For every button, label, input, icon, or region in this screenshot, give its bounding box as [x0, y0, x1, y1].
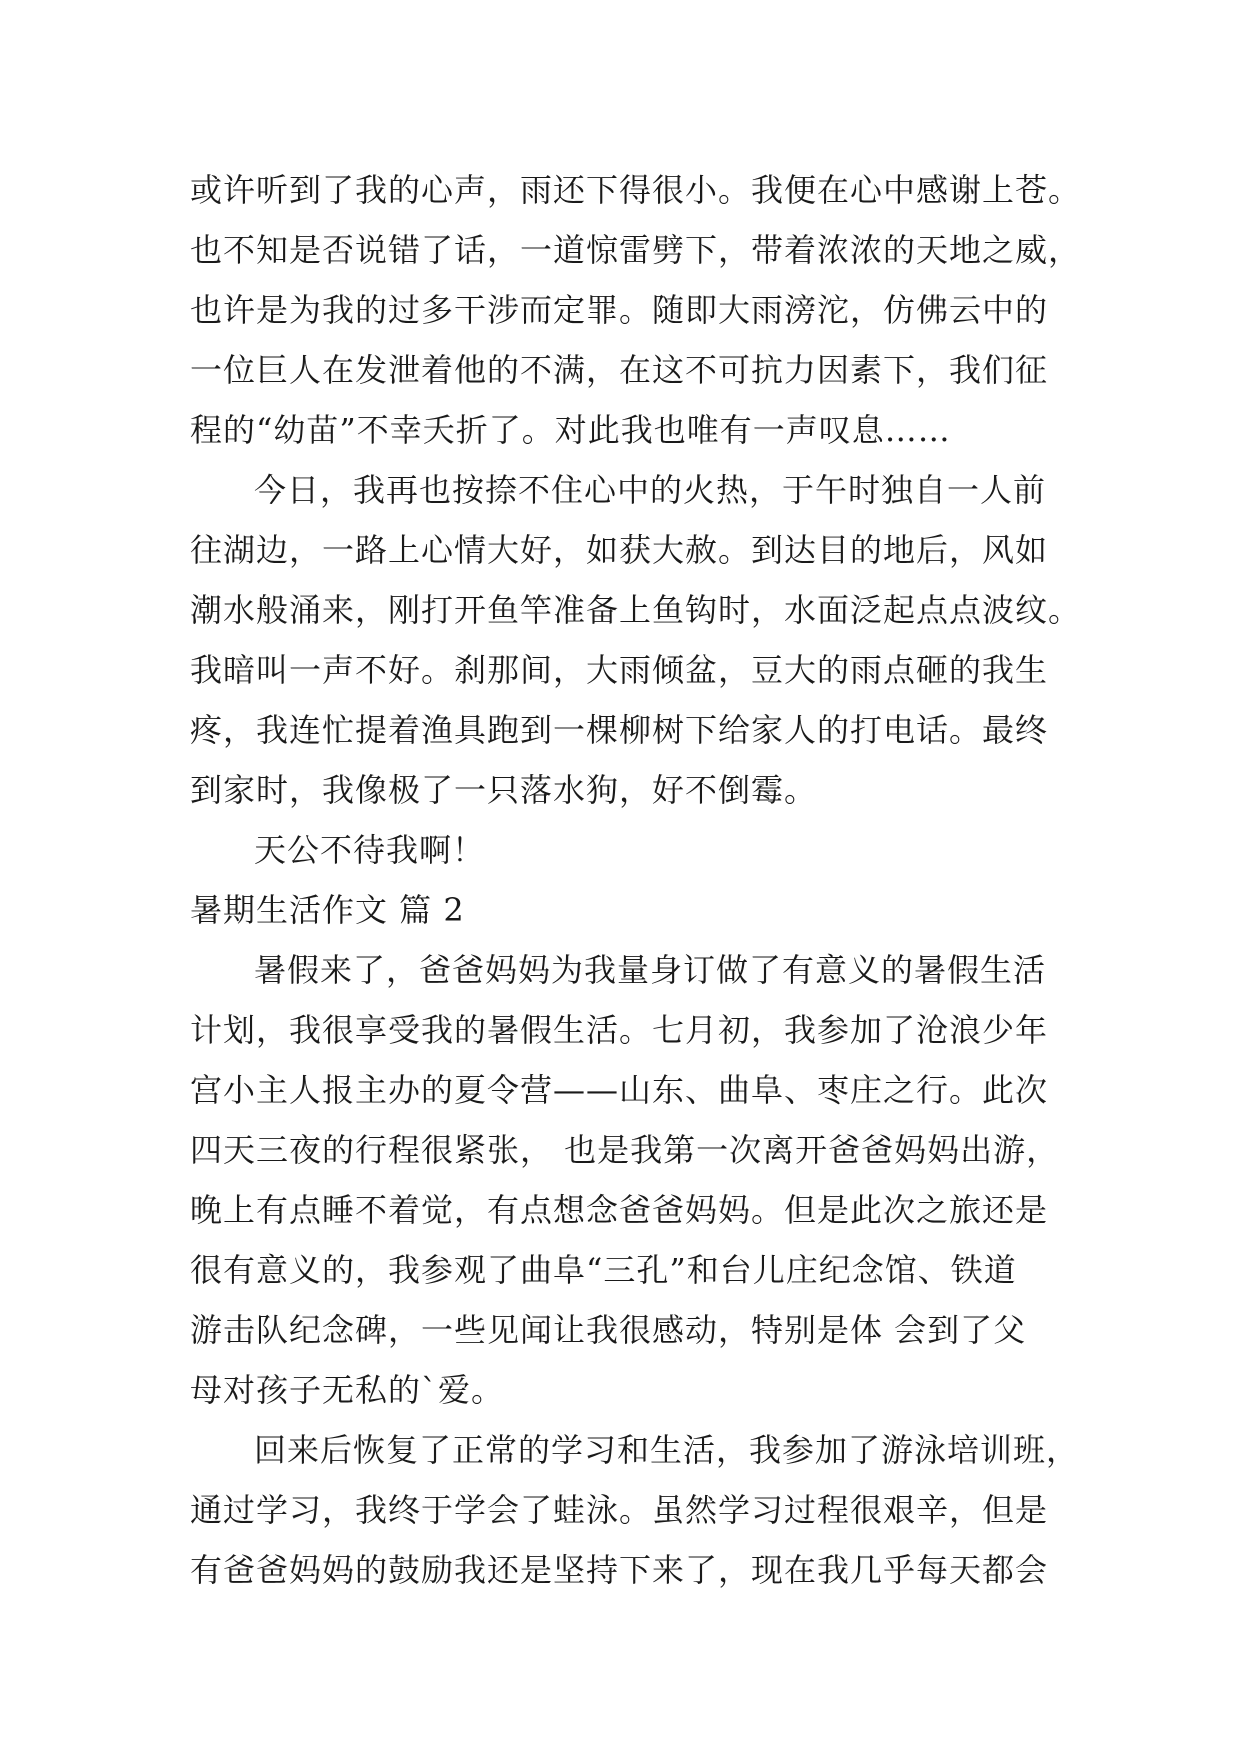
text-line: 也不知是否说错了话，一道惊雷劈下，带着浓浓的天地之威，: [190, 231, 1082, 269]
text-line: 或许听到了我的心声，雨还下得很小。我便在心中感谢上苍。: [190, 171, 1082, 209]
paragraph-start-line: 回来后恢复了正常的学习和生活，我参加了游泳培训班，: [254, 1431, 1080, 1469]
text-line: 很有意义的，我参观了曲阜“三孔”和台儿庄纪念馆、铁道: [190, 1251, 1017, 1289]
text-line: 到家时，我像极了一只落水狗，好不倒霉。: [190, 771, 818, 809]
text-line: 程的“幼苗”不幸夭折了。对此我也唯有一声叹息……: [190, 411, 951, 449]
text-line: 晚上有点睡不着觉，有点想念爸爸妈妈。但是此次之旅还是: [190, 1191, 1049, 1229]
text-line: 往湖边，一路上心情大好，如获大赦。到达目的地后，风如: [190, 531, 1049, 569]
paragraph-start-line: 今日，我再也按捺不住心中的火热，于午时独自一人前: [254, 471, 1047, 509]
text-line: 一位巨人在发泄着他的不满，在这不可抗力因素下，我们征: [190, 351, 1049, 389]
text-line: 计划，我很享受我的暑假生活。七月初，我参加了沧浪少年: [190, 1011, 1049, 1049]
text-line: 我暗叫一声不好。刹那间，大雨倾盆，豆大的雨点砸的我生: [190, 651, 1049, 689]
text-line: 疼，我连忙提着渔具跑到一棵柳树下给家人的打电话。最终: [190, 711, 1049, 749]
text-line: 有爸爸妈妈的鼓励我还是坚持下来了，现在我几乎每天都会: [190, 1551, 1049, 1589]
section-heading: 暑期生活作文 篇 2: [190, 891, 465, 929]
text-line: 也许是为我的过多干涉而定罪。随即大雨滂沱，仿佛云中的: [190, 291, 1049, 329]
text-line: 母对孩子无私的`爱。: [190, 1371, 505, 1409]
paragraph-start-line: 暑假来了，爸爸妈妈为我量身订做了有意义的暑假生活: [254, 951, 1047, 989]
text-line: 通过学习，我终于学会了蛙泳。虽然学习过程很艰辛，但是: [190, 1491, 1049, 1529]
text-line: 四天三夜的行程很紧张， 也是我第一次离开爸爸妈妈出游，: [190, 1131, 1060, 1169]
text-line: 宫小主人报主办的夏令营——山东、曲阜、枣庄之行。此次: [190, 1071, 1049, 1109]
document-body: [190, 160, 1082, 1600]
text-line: 潮水般涌来，刚打开鱼竿准备上鱼钩时，水面泛起点点波纹。: [190, 591, 1082, 629]
text-line: 游击队纪念碑，一些见闻让我很感动，特别是体 会到了父: [190, 1311, 1027, 1349]
paragraph-start-line: 天公不待我啊！: [254, 831, 486, 869]
